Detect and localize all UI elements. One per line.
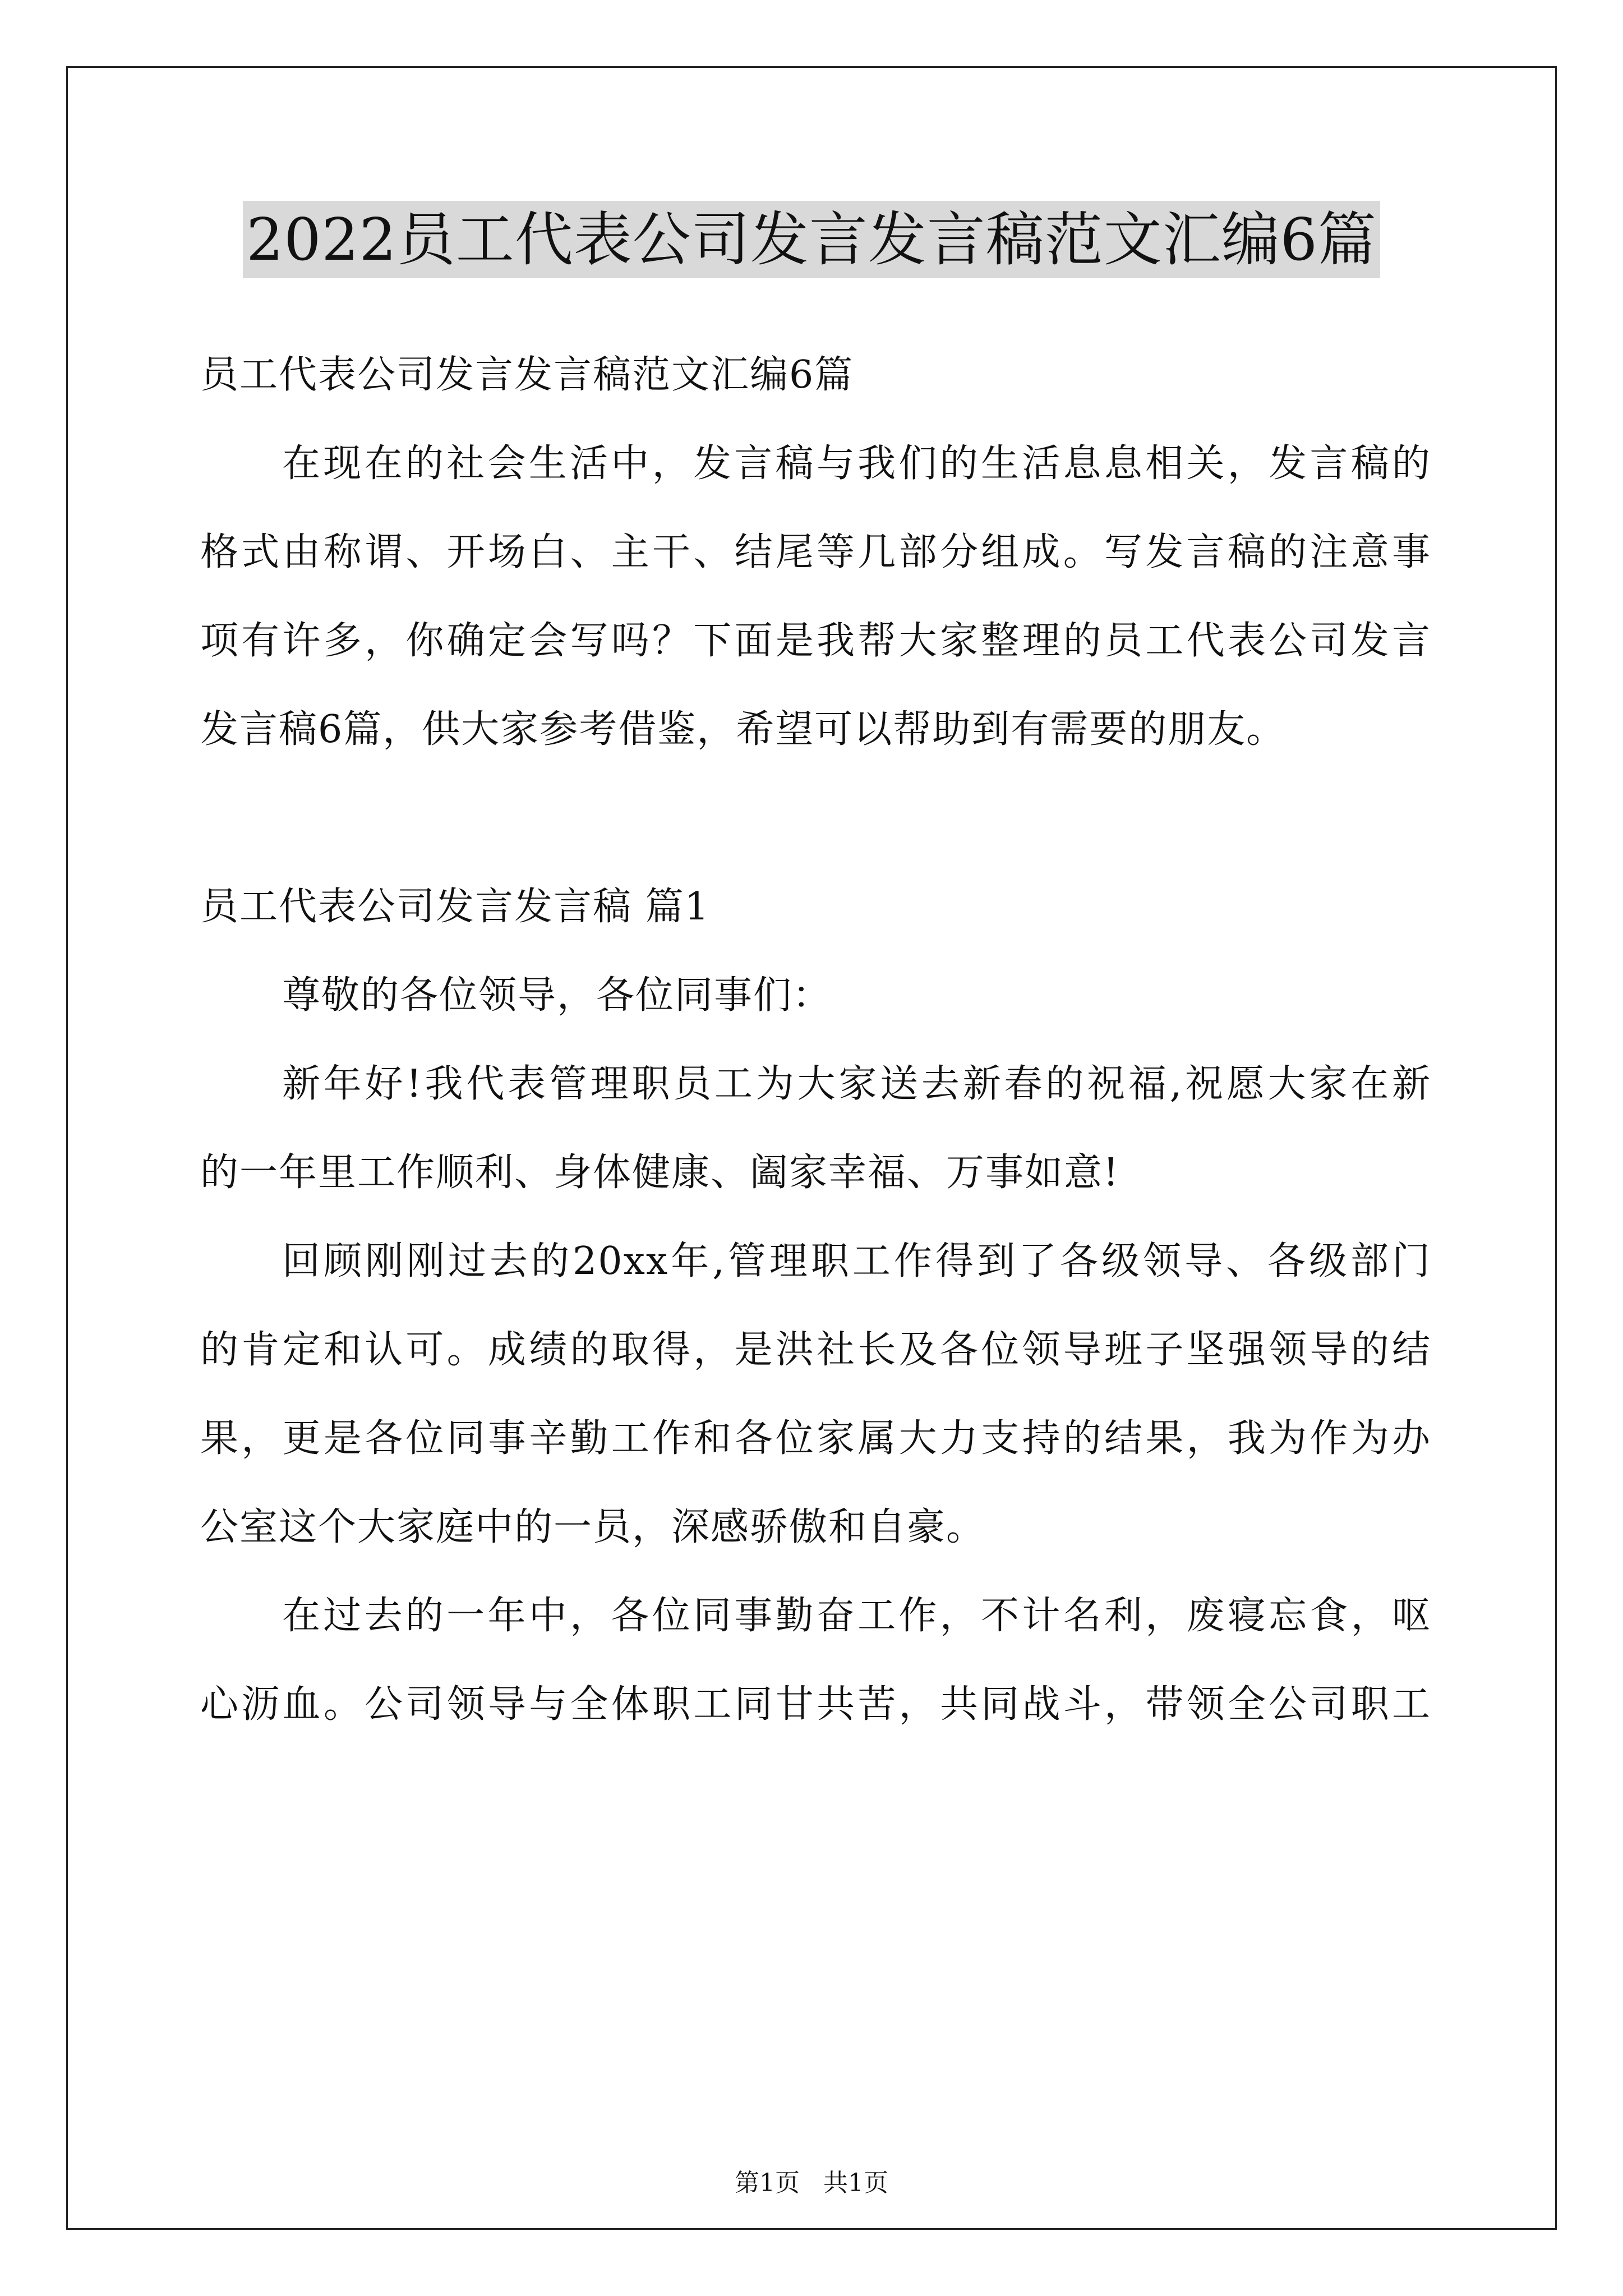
paragraph-line: 的一年里工作顺利、身体健康、阖家幸福、万事如意! (200, 1151, 1120, 1195)
intro-line: 在现在的社会生活中，发言稿与我们的生活息息相关，发言稿的 (282, 441, 1431, 486)
intro-line: 项有许多，你确定会写吗？下面是我帮大家整理的员工代表公司发言 (200, 619, 1431, 663)
document-subtitle: 员工代表公司发言发言稿范文汇编6篇 (200, 353, 854, 397)
paragraph-3 (200, 1589, 1431, 1732)
intro-line: 格式由称谓、开场白、主干、结尾等几部分组成。写发言稿的注意事 (200, 530, 1431, 574)
paragraph-line: 回顾刚刚过去的20xx年,管理职工作得到了各级领导、各级部门 (282, 1239, 1431, 1283)
document-body (200, 314, 1431, 1732)
paragraph-line: 的肯定和认可。成绩的取得，是洪社长及各位领导班子坚强领导的结 (200, 1328, 1431, 1372)
paragraph-1 (200, 1057, 1431, 1200)
intro-line: 发言稿6篇，供大家参考借鉴，希望可以帮助到有需要的朋友。 (200, 707, 1286, 752)
section-heading: 员工代表公司发言发言稿 篇1 (200, 885, 710, 929)
greeting: 尊敬的各位领导，各位同事们： (282, 973, 832, 1018)
document-title: 2022员工代表公司发言发言稿范文汇编6篇 (243, 201, 1380, 278)
paragraph-2 (200, 1234, 1431, 1555)
title-block (0, 201, 1623, 278)
paragraph-line: 心沥血。公司领导与全体职工同甘共苦，共同战斗，带领全公司职工 (200, 1682, 1431, 1727)
intro-paragraph (200, 436, 1431, 757)
paragraph-line: 果，更是各位同事辛勤工作和各位家属大力支持的结果，我为作为办 (200, 1416, 1431, 1461)
paragraph-line: 公室这个大家庭中的一员，深感骄傲和自豪。 (200, 1505, 986, 1549)
page-footer: 第1页 共1页 (735, 2169, 888, 2197)
paragraph-line: 在过去的一年中，各位同事勤奋工作，不计名利，废寝忘食，呕 (282, 1594, 1431, 1638)
paragraph-line: 新年好!我代表管理职员工为大家送去新春的祝福,祝愿大家在新 (282, 1062, 1431, 1106)
